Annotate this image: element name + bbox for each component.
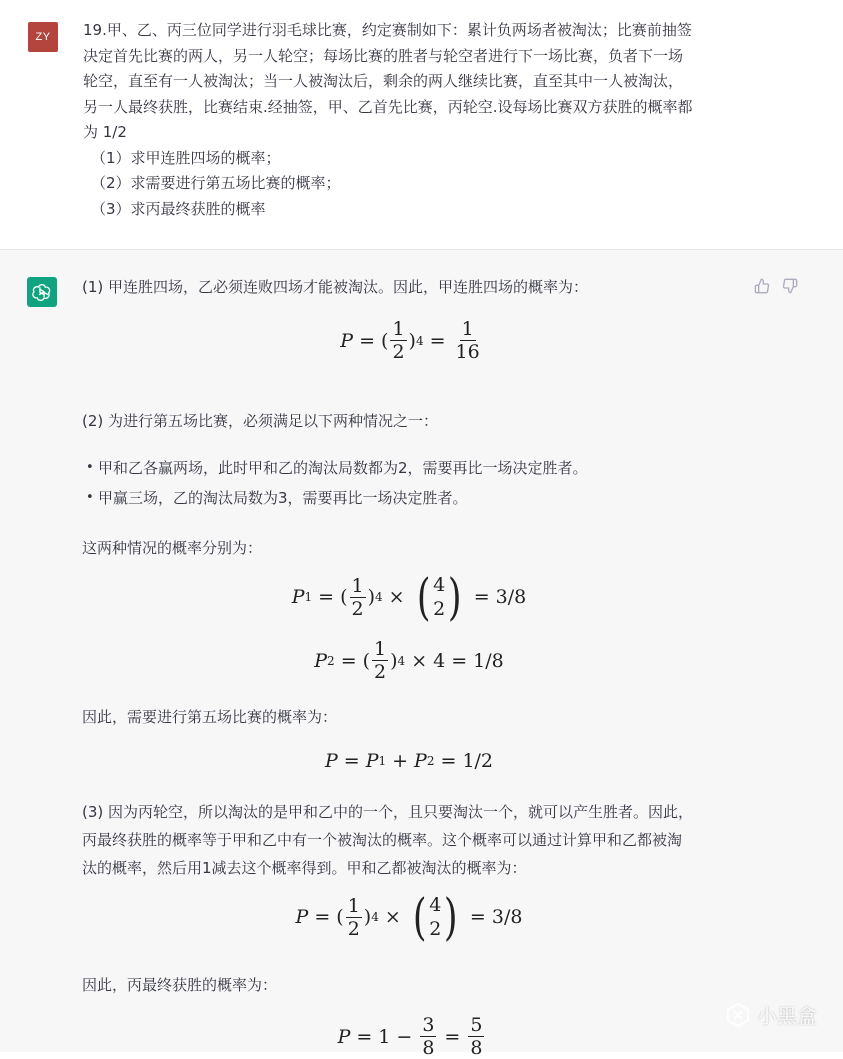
math-paren: ( xyxy=(336,906,344,928)
math-op: × xyxy=(384,906,401,928)
math-num: 1 xyxy=(378,1025,391,1048)
math-fraction xyxy=(390,318,406,363)
math-exp: 4 xyxy=(415,333,424,348)
paragraph-line: (3) 因为丙轮空，所以淘汰的是甲和乙中的一个，且只要淘汰一个，就可以产生胜者。因此， xyxy=(82,803,694,821)
assistant-message xyxy=(0,250,843,1059)
math-fraction xyxy=(468,1014,484,1059)
answer-paragraph-1: (1) 甲连胜四场，乙必须连败四场才能被淘汰。因此，甲连胜四场的概率为： xyxy=(82,278,589,296)
feedback-buttons xyxy=(754,278,798,294)
frac-num: 1 xyxy=(374,638,387,660)
math-paren: ) xyxy=(390,649,398,672)
frac-num: 1 xyxy=(392,318,405,340)
question-line: 轮空，直至有一人被淘汰；当一人被淘汰后，剩余的两人继续比赛，直至其中一人被淘汰， xyxy=(83,72,684,90)
math-exp: 4 xyxy=(371,910,379,924)
frac-num: 5 xyxy=(470,1014,483,1036)
math-result: = 3/8 xyxy=(469,906,523,928)
math-paren: ) xyxy=(367,586,376,608)
assistant-avatar xyxy=(27,277,57,307)
math-op: − xyxy=(396,1025,413,1048)
math-var: P xyxy=(337,1025,351,1048)
math-op: + xyxy=(392,750,409,772)
list-item-text: 甲和乙各赢两场，此时甲和乙的淘汰局数都为2，需要再比一场决定胜者。 xyxy=(98,459,588,477)
equation-6 xyxy=(82,1014,742,1059)
math-op: × xyxy=(388,586,405,608)
math-result: = 3/8 xyxy=(473,586,527,608)
frac-den: 8 xyxy=(422,1037,435,1059)
question-line: 决定首先比赛的两人，另一人轮空；每场比赛的胜者与轮空者进行下一场比赛，负者下一场 xyxy=(83,46,684,65)
user-message xyxy=(0,0,843,250)
frac-num: 1 xyxy=(461,318,474,340)
math-result: = 1/2 xyxy=(440,750,494,772)
equation-3 xyxy=(82,638,742,683)
math-op: = xyxy=(444,1025,461,1048)
math-paren: ( xyxy=(381,329,389,352)
math-op: = xyxy=(356,1025,373,1048)
equation-5 xyxy=(82,888,742,946)
math-exp: 4 xyxy=(397,653,406,668)
frac-den: 2 xyxy=(351,597,364,620)
math-sub: 2 xyxy=(426,754,435,768)
equation-1 xyxy=(82,318,742,363)
math-fraction xyxy=(372,638,388,683)
frac-den: 2 xyxy=(347,917,360,940)
math-var: P xyxy=(324,750,338,772)
math-op: = xyxy=(318,586,335,608)
equation-2 xyxy=(82,568,742,626)
answer-paragraph-5 xyxy=(82,798,742,882)
math-op: = xyxy=(343,750,360,772)
frac-num: 1 xyxy=(347,894,360,917)
list-item xyxy=(88,455,588,481)
math-num: 4 xyxy=(433,649,446,672)
list-item-text: 甲赢三场，乙的淘汰局数为3，需要再比一场决定胜者。 xyxy=(98,489,468,507)
math-exp: 4 xyxy=(375,590,383,604)
math-op: = xyxy=(314,906,331,928)
frac-num: 1 xyxy=(351,574,364,597)
frac-den: 8 xyxy=(470,1037,483,1059)
paragraph-line: 丙最终获胜的概率等于甲和乙中有一个被淘汰的概率。这个概率可以通过计算甲和乙都被淘 xyxy=(82,831,683,849)
binom-top: 4 xyxy=(429,894,442,916)
math-var: P xyxy=(414,750,427,772)
math-result: = 1/8 xyxy=(451,649,504,672)
math-sub: 1 xyxy=(304,590,313,604)
answer-paragraph-4: 因此，需要进行第五场比赛的概率为： xyxy=(82,708,338,726)
binom-bottom: 2 xyxy=(433,598,446,620)
answer-paragraph-2: (2) 为进行第五场比赛，必须满足以下两种情况之一： xyxy=(82,412,439,430)
math-var: P xyxy=(295,906,309,928)
answer-paragraph-3: 这两种情况的概率分别为： xyxy=(82,539,263,557)
frac-den: 16 xyxy=(455,341,480,363)
math-op: × xyxy=(411,649,428,672)
heybox-logo-icon xyxy=(725,1002,751,1028)
math-paren: ( xyxy=(340,586,348,608)
thumbs-up-icon[interactable] xyxy=(754,278,770,294)
question-line: 另一人最终获胜，比赛结束.经抽签，甲、乙首先比赛，丙轮空.设每场比赛双方获胜的概率都 xyxy=(83,97,693,116)
math-var: P xyxy=(365,750,379,772)
thumbs-down-icon[interactable] xyxy=(782,278,798,294)
question-line: 为 1/2 xyxy=(83,123,127,141)
math-var: P xyxy=(314,649,328,672)
math-fraction xyxy=(350,575,366,620)
frac-den: 2 xyxy=(392,341,405,363)
math-var: P xyxy=(340,329,354,352)
sub-question: （3）求丙最终获胜的概率 xyxy=(91,199,266,218)
watermark xyxy=(725,1000,817,1029)
math-paren: ( xyxy=(362,649,371,672)
watermark-text: 小黑盒 xyxy=(757,1004,817,1028)
binom-top: 4 xyxy=(433,574,446,596)
math-fraction xyxy=(346,895,362,940)
list-item xyxy=(88,485,468,511)
binomial: ( 4 2 ) xyxy=(412,888,458,946)
math-op: = xyxy=(359,329,376,352)
math-sub: 1 xyxy=(378,754,387,768)
paragraph-line: 汰的概率，然后用1减去这个概率得到。甲和乙都被淘汰的概率为： xyxy=(82,859,527,877)
sub-question: （2）求需要进行第五场比赛的概率； xyxy=(91,174,341,192)
math-paren: ) xyxy=(363,906,372,928)
user-avatar: ZY xyxy=(28,22,58,52)
openai-logo-icon xyxy=(32,282,52,302)
binom-bottom: 2 xyxy=(429,918,442,940)
math-op: = xyxy=(429,329,446,352)
sub-question: （1）求甲连胜四场的概率； xyxy=(91,148,281,167)
math-fraction xyxy=(420,1014,436,1059)
question-text xyxy=(83,18,763,222)
math-fraction xyxy=(454,318,482,363)
math-sub: 2 xyxy=(327,653,335,668)
frac-num: 3 xyxy=(422,1014,435,1036)
frac-den: 2 xyxy=(374,661,387,683)
equation-4 xyxy=(82,750,742,772)
answer-paragraph-6: 因此，丙最终获胜的概率为： xyxy=(82,976,278,994)
math-op: = xyxy=(340,649,357,672)
math-paren: ) xyxy=(408,329,416,352)
math-var: P xyxy=(291,586,305,608)
question-line: 19.甲、乙、丙三位同学进行羽毛球比赛，约定赛制如下：累计负两场者被淘汰；比赛前抽签 xyxy=(83,21,692,39)
binomial: ( 4 2 ) xyxy=(416,568,462,626)
